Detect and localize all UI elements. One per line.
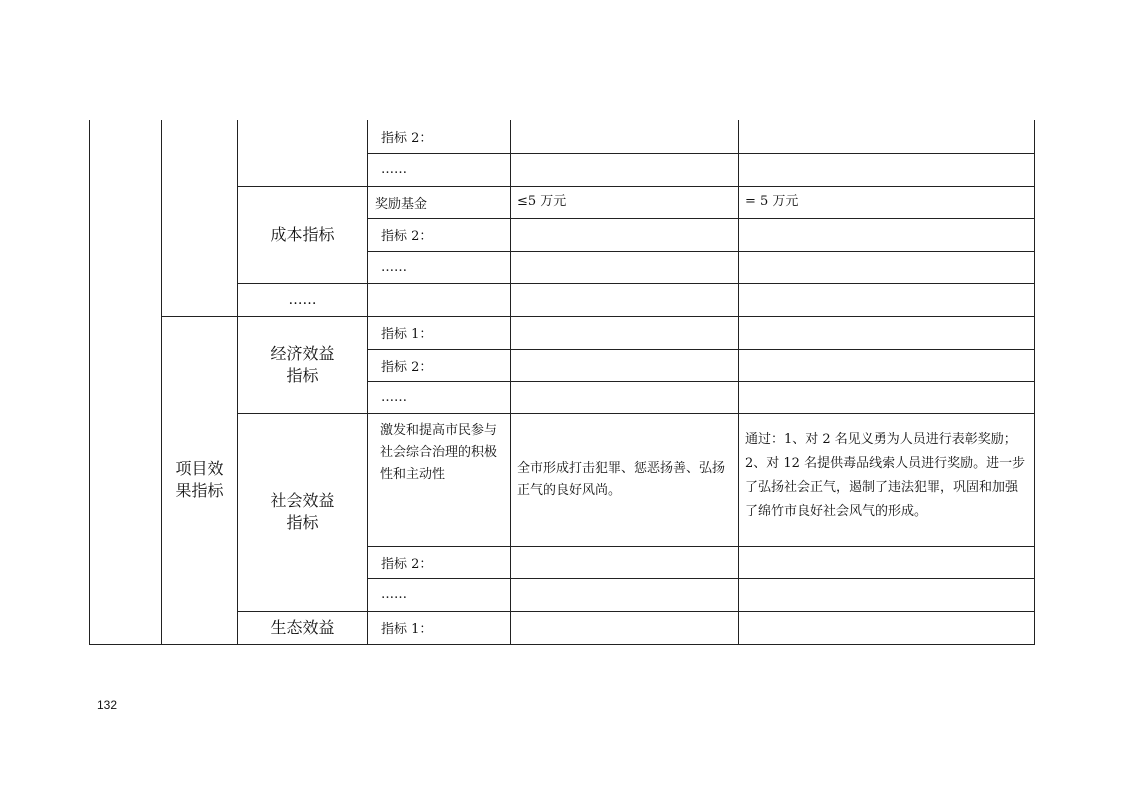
indicator-cell: …… — [368, 251, 511, 283]
target-cell — [511, 120, 739, 153]
level2-cell-output — [162, 120, 238, 316]
indicator-cell: …… — [368, 381, 511, 413]
actual-cell — [739, 218, 1035, 251]
target-cell — [511, 611, 739, 644]
target-cell — [511, 153, 739, 186]
actual-cell — [739, 546, 1035, 578]
actual-cell — [739, 381, 1035, 413]
indicator-cell: 指标 2： — [368, 546, 511, 578]
level1-cell — [90, 120, 162, 644]
actual-cell — [739, 153, 1035, 186]
cost-indicator-label: 成本指标 — [238, 186, 368, 283]
target-cell — [511, 349, 739, 381]
actual-cell — [739, 251, 1035, 283]
indicator-cell: 指标 1： — [368, 611, 511, 644]
actual-cell — [739, 316, 1035, 349]
actual-cell: 通过：1、对 2 名见义勇为人员进行表彰奖励；2、对 12 名提供毒品线索人员进行奖励。进一步了弘扬社会正气，遏制了违法犯罪，巩固和加强了绵竹市良好社会风气的形成。 — [739, 413, 1035, 546]
actual-cell — [739, 120, 1035, 153]
target-cell — [511, 283, 739, 316]
actual-cell — [739, 611, 1035, 644]
indicator-cell — [368, 283, 511, 316]
indicator-cell: 激发和提高市民参与社会综合治理的积极性和主动性 — [368, 413, 511, 546]
other-sub-indicator: …… — [238, 283, 368, 316]
indicator-cell: 指标 2： — [368, 218, 511, 251]
indicator-cell: …… — [368, 578, 511, 611]
indicator-cell: …… — [368, 153, 511, 186]
target-cell — [511, 546, 739, 578]
target-cell — [511, 251, 739, 283]
target-cell: 全市形成打击犯罪、惩恶扬善、弘扬正气的良好风尚。 — [511, 413, 739, 546]
page-number: 132 — [97, 698, 118, 712]
economic-benefit-label: 经济效益指标 — [238, 316, 368, 413]
target-cell: ≤5 万元 — [511, 186, 739, 218]
project-effect-indicator-label: 项目效果指标 — [162, 316, 238, 644]
table-row — [90, 316, 1035, 349]
target-cell — [511, 218, 739, 251]
actual-cell — [739, 349, 1035, 381]
performance-indicator-table — [89, 120, 1035, 645]
social-benefit-label: 社会效益指标 — [238, 413, 368, 611]
table-row — [90, 120, 1035, 153]
target-cell — [511, 578, 739, 611]
indicator-cell: 指标 1： — [368, 316, 511, 349]
target-cell — [511, 316, 739, 349]
indicator-cell: 指标 2： — [368, 120, 511, 153]
indicator-cell: 指标 2： — [368, 349, 511, 381]
actual-cell — [739, 578, 1035, 611]
target-cell — [511, 381, 739, 413]
ecological-benefit-label: 生态效益 — [238, 611, 368, 644]
indicator-cell: 奖励基金 — [368, 186, 511, 218]
actual-cell: = 5 万元 — [739, 186, 1035, 218]
actual-cell — [739, 283, 1035, 316]
level3-cell-blank — [238, 120, 368, 186]
